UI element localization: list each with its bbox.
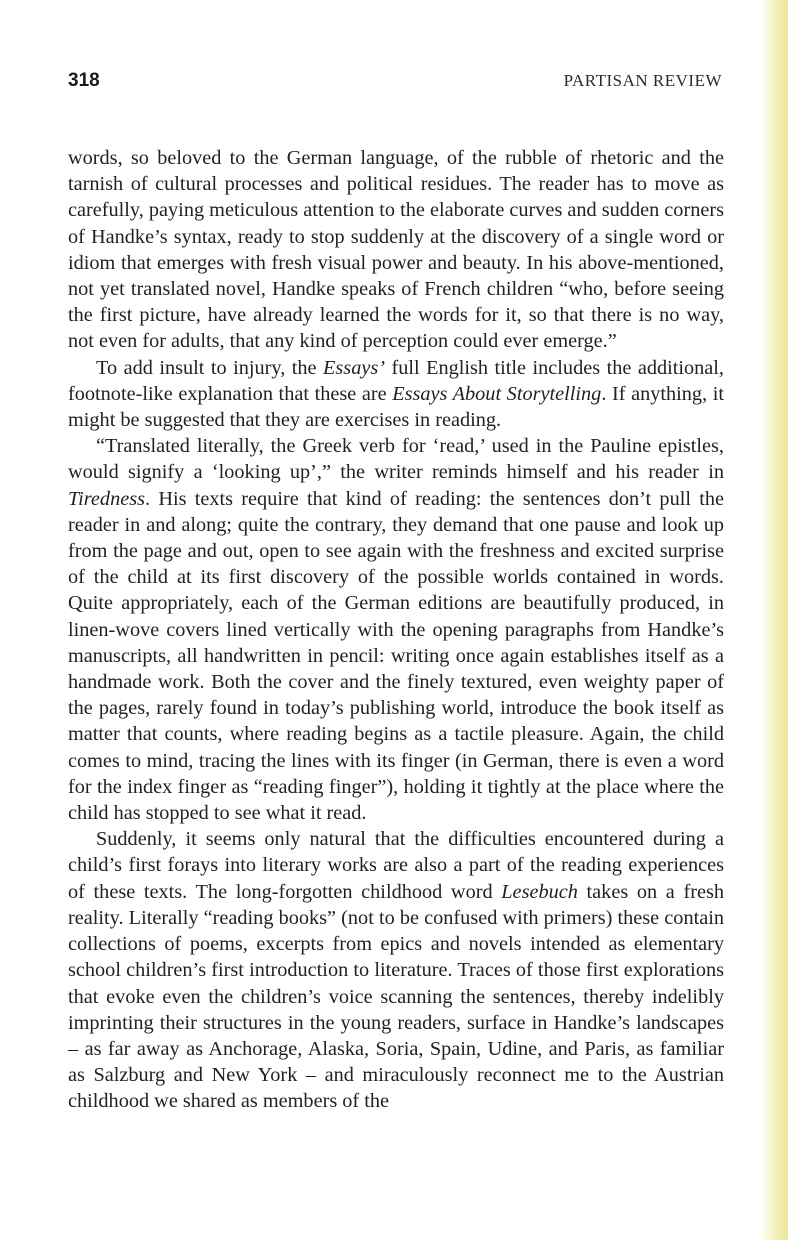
- italic-word-lesebuch: Lesebuch: [501, 880, 578, 903]
- paragraph-1: [68, 145, 724, 355]
- text-segment: Suddenly, it seems only natural that the difficulties encountered during a child’s first forays into literary works are also a part of the reading experiences of these texts. The long-forgotten childhood word: [68, 828, 724, 903]
- text-segment: . If anything, it might be suggested that they are exercises in reading.: [68, 382, 725, 432]
- italic-title-essays: Essays’: [323, 356, 385, 379]
- text-segment: words, so beloved to the German language, of the rubble of rhetoric and the tarnish of cultural processes and political residues. The reader has to move as carefully, paying meticulous attention to the elaborate curves and sudden corners of Handke’s syntax, ready to stop suddenly at the discovery of a single word or idiom that emerges with fresh visual power and beauty. In his above-mentioned, not yet translated novel, Handke speaks of French children “who, before seeing the first picture, have already learned the words for it, so that there is no way, not even for adults, that any kind of perception could ever emerge.”: [68, 147, 724, 353]
- text-segment: To add insult to injury, the: [96, 356, 324, 379]
- paragraph-3: [68, 433, 724, 826]
- text-segment: takes on a fresh reality. Literally “reading books” (not to be confused with primers) these contain collections of poems, excerpts from epics and novels intended as elementary school children’s first introduction to literature. Traces of those first explorations that evoke even the children’s voice scanning the sentences, thereby indelibly imprinting their structures in the young readers, surface in Handke’s landscapes – as far away as Anchorage, Alaska, Soria, Spain, Udine, and Paris, as familiar as Salzburg and New York – and miraculously reconnect me to the Austrian childhood we shared as members of the: [68, 880, 725, 1113]
- paragraph-2: [68, 355, 724, 434]
- page-edge-tint: [760, 0, 788, 1240]
- text-segment: . His texts require that kind of reading: the sentences don’t pull the reader in and along; quite the contrary, they demand that one pause and look up from the page and out, open to see again with the freshness and excited surprise of the child at its first discovery of the possible worlds contained in words. Quite appropriately, each of the German editions are beautifully produced, in linen-wove covers lined vertically with the opening paragraphs from Handke’s manuscripts, all handwritten in pencil: writing once again establishes itself as a handmade work. Both the cover and the finely textured, even weighty paper of the pages, rarely found in today’s publishing world, introduce the book itself as matter that counts, where reading begins as a tactile pleasure. Again, the child comes to mind, tracing the lines with its finger (in German, there is even a word for the index finger as “reading finger”), holding it tightly at the place where the child has stopped to see what it read.: [68, 487, 724, 825]
- italic-title-essays-about-storytelling: Essays About Storytelling: [392, 382, 602, 405]
- article-body: [68, 145, 724, 1115]
- running-header: [68, 70, 722, 94]
- italic-title-tiredness: Tiredness: [68, 487, 146, 510]
- text-segment: full English title includes the additional, footnote-like explanation that these are: [68, 356, 724, 405]
- journal-title: PARTISAN REVIEW: [563, 71, 722, 90]
- text-segment: “Translated literally, the Greek verb for ‘read,’ used in the Pauline epistles, would signify a ‘looking up’,” the writer reminds himself and his reader in: [68, 435, 724, 484]
- paragraph-4: [68, 826, 724, 1114]
- page-number: 318: [68, 70, 100, 91]
